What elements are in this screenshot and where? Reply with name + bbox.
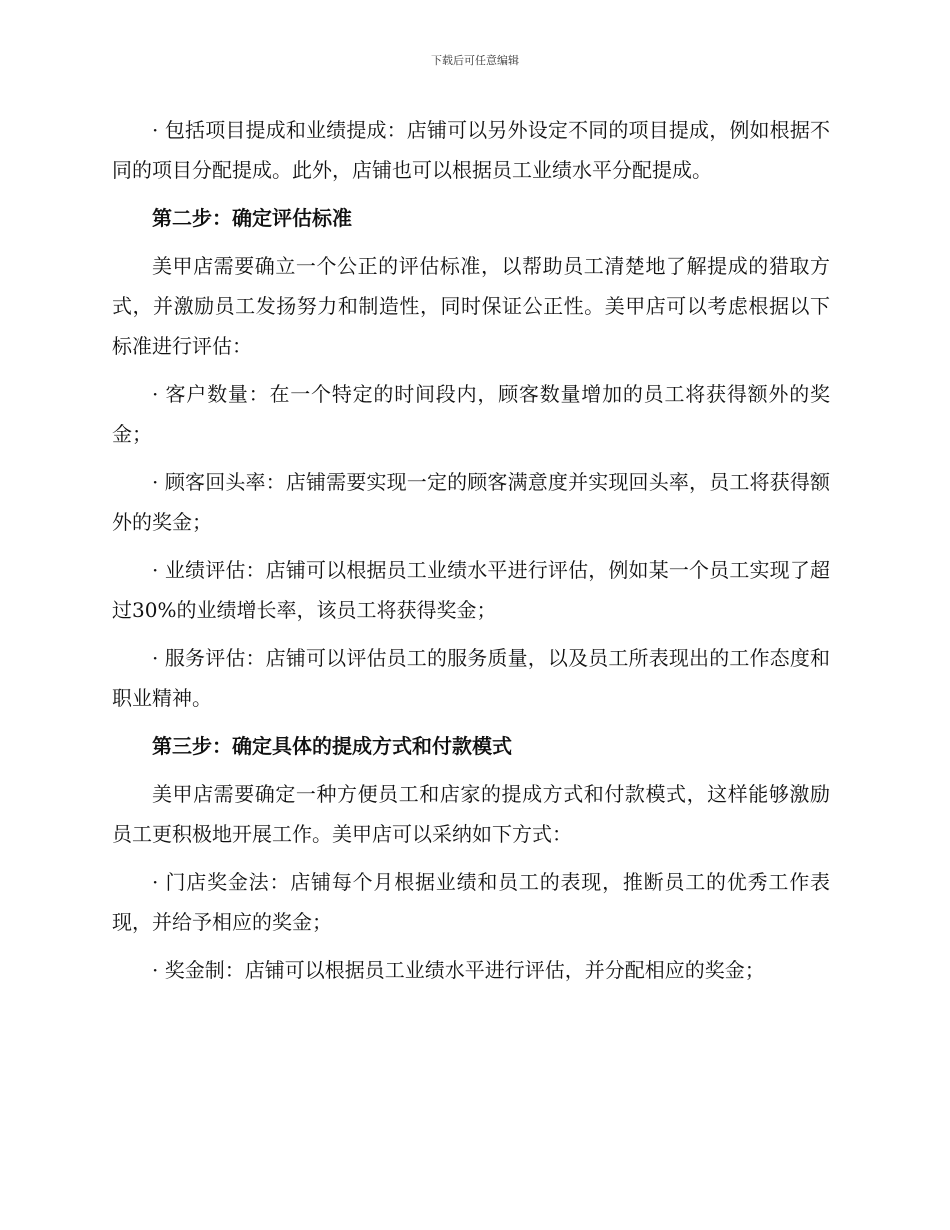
paragraph-commission-payment: 美甲店需要确定一种方便员工和店家的提成方式和付款模式，这样能够激励员工更积极地开展工作。美甲店可以采纳如下方式： [112, 782, 830, 846]
bullet-customer-count: · 客户数量：在一个特定的时间段内，顾客数量增加的员工将获得额外的奖金； [112, 382, 830, 446]
bullet-bonus-system: · 奖金制：店铺可以根据员工业绩水平进行评估，并分配相应的奖金； [152, 958, 765, 982]
bullet-store-bonus: · 门店奖金法：店铺每个月根据业绩和员工的表现，推断员工的优秀工作表现，并给予相应的奖金； [112, 870, 830, 934]
bullet-service-evaluation: · 服务评估：店铺可以评估员工的服务质量，以及员工所表现出的工作态度和职业精神。 [112, 646, 830, 710]
paragraph-evaluation-standard: 美甲店需要确立一个公正的评估标准，以帮助员工清楚地了解提成的猎取方式，并激励员工发扬努力和制造性，同时保证公正性。美甲店可以考虑根据以下标准进行评估： [112, 254, 830, 358]
bullet-return-rate: · 顾客回头率：店铺需要实现一定的顾客满意度并实现回头率，员工将获得额外的奖金； [112, 470, 830, 534]
header-note: 下载后可任意编辑 [431, 54, 519, 67]
document-body [112, 110, 830, 990]
heading-step-three: 第三步：确定具体的提成方式和付款模式 [152, 734, 512, 758]
bullet-performance-evaluation: · 业绩评估：店铺可以根据员工业绩水平进行评估，例如某一个员工实现了超过30%的业绩增长率，该员工将获得奖金； [112, 558, 830, 622]
heading-step-two: 第二步：确定评估标准 [152, 206, 352, 230]
bullet-commission-types: · 包括项目提成和业绩提成：店铺可以另外设定不同的项目提成，例如根据不同的项目分配提成。此外，店铺也可以根据员工业绩水平分配提成。 [112, 118, 830, 182]
